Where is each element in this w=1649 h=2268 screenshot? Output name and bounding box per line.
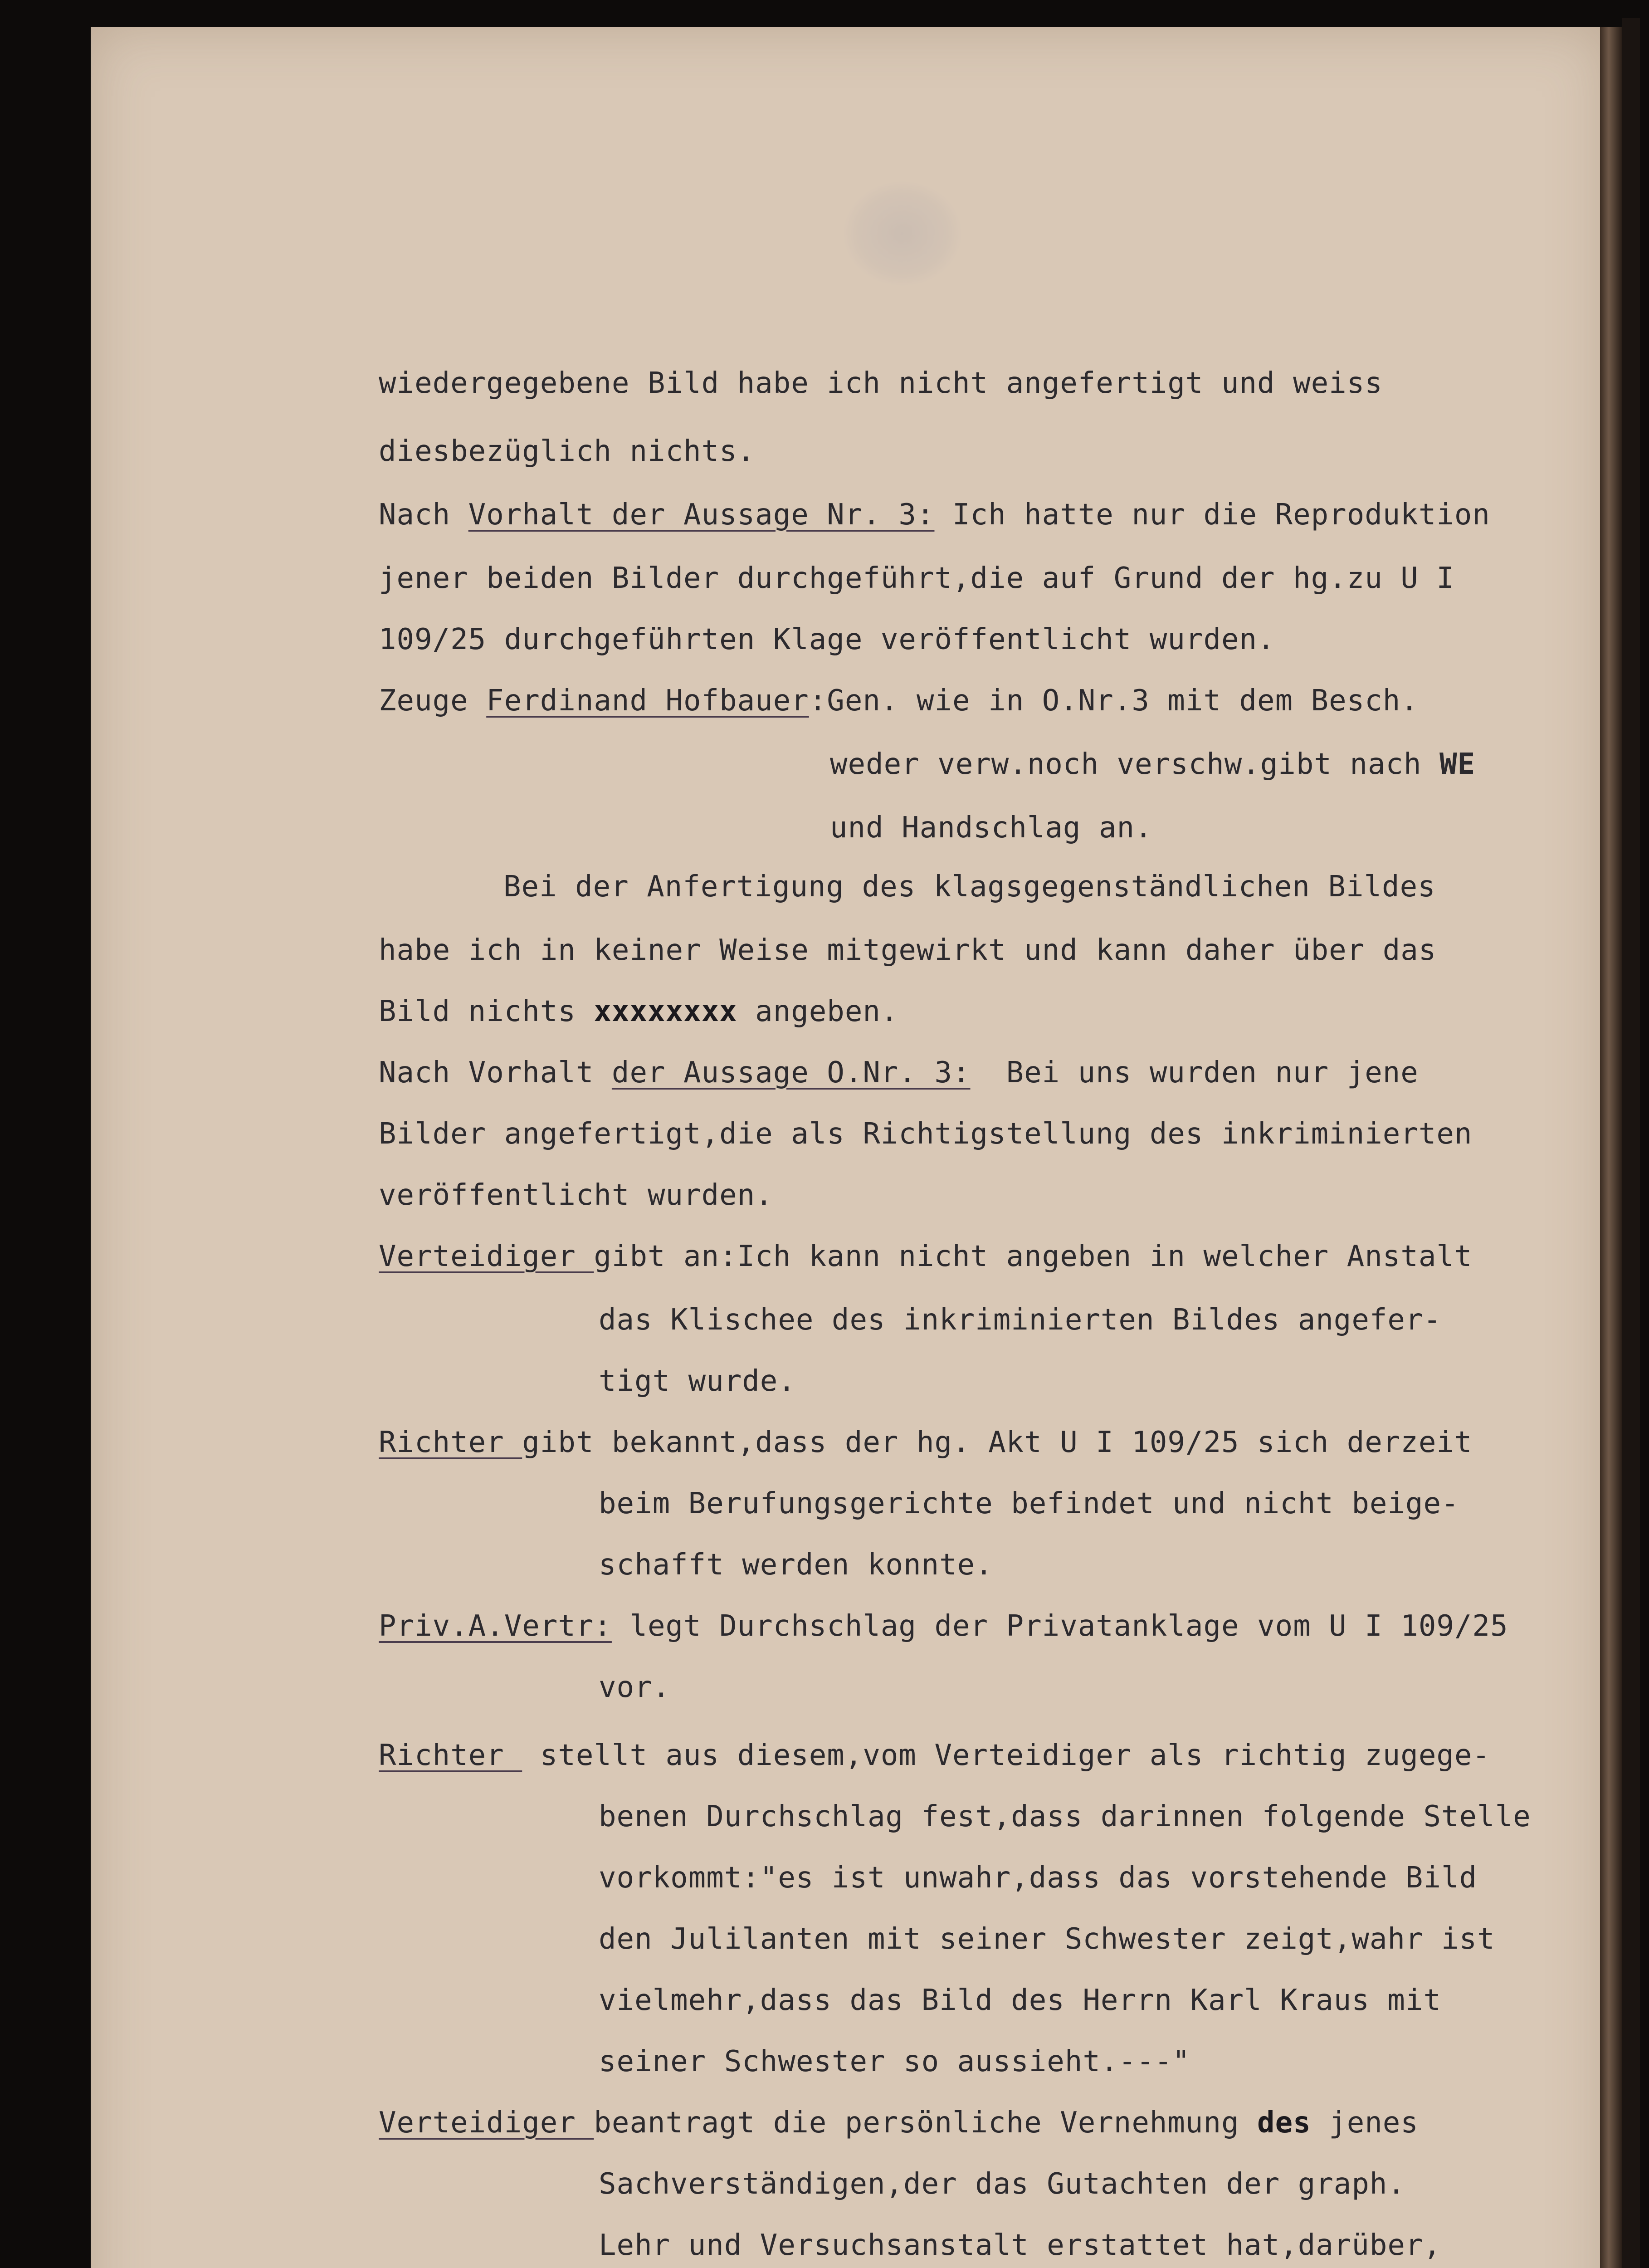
underlined-label: der Aussage O.Nr. 3: bbox=[611, 1056, 971, 1090]
text-span: angeben. bbox=[737, 995, 899, 1028]
text-line-13: Bilder angefertigt,die als Richtigstellung des inkriminierten bbox=[379, 1117, 1473, 1151]
underlined-label: Vorhalt der Aussage Nr. 3: bbox=[468, 498, 935, 532]
page-edge bbox=[1600, 27, 1622, 2268]
text-line-23 bbox=[379, 1737, 1490, 1774]
struck-out-text: xxxxxxxx bbox=[594, 995, 737, 1028]
text-line-8: und Handschlag an. bbox=[830, 811, 1153, 845]
text-line-28: seiner Schwester so aussieht.---" bbox=[599, 2045, 1190, 2078]
text-span: beantragt die persönliche Vernehmung bbox=[594, 2106, 1258, 2140]
speaker-label: Priv.A.Vertr: bbox=[379, 1609, 612, 1643]
speaker-label: Richter bbox=[379, 1739, 522, 1772]
text-line-20: schafft werden konnte. bbox=[599, 1548, 993, 1582]
text-span: :Gen. wie in O.Nr.3 mit dem Besch. bbox=[809, 684, 1419, 718]
text-line-9: Bei der Anfertigung des klagsgegenständlichen Bildes bbox=[503, 870, 1436, 904]
text-line-25: vorkommt:"es ist unwahr,dass das vorstehende Bild bbox=[599, 1861, 1478, 1895]
text-line-17: tigt wurde. bbox=[599, 1364, 796, 1398]
struck-out-text: des bbox=[1257, 2106, 1311, 2140]
text-line-21 bbox=[379, 1608, 1508, 1644]
text-line-30: Sachverständigen,der das Gutachten der graph. bbox=[599, 2167, 1405, 2201]
text-line-4: jener beiden Bilder durchgeführt,die auf Grund der hg.zu U I bbox=[379, 562, 1454, 595]
text-line-11 bbox=[379, 993, 898, 1030]
overtyped-text: WE bbox=[1439, 748, 1476, 781]
text-span: Nach Vorhalt bbox=[379, 1056, 612, 1090]
text-span: stellt aus diesem,vom Verteidiger als richtig zugege- bbox=[522, 1739, 1490, 1772]
text-span: gibt bekannt,dass der hg. Akt U I 109/25 sich derzeit bbox=[522, 1426, 1473, 1459]
text-line-2: diesbezüglich nichts. bbox=[379, 435, 756, 468]
speaker-label: Richter bbox=[379, 1426, 522, 1459]
text-span: Nach bbox=[379, 498, 468, 532]
text-line-12 bbox=[379, 1055, 1419, 1091]
text-line-29 bbox=[379, 2105, 1419, 2141]
text-line-27: vielmehr,dass das Bild des Herrn Karl Kraus mit bbox=[599, 1984, 1441, 2017]
text-line-31: Lehr und Versuchsanstalt erstattet hat,darüber, bbox=[599, 2229, 1441, 2262]
text-span: Bei uns wurden nur jene bbox=[970, 1056, 1419, 1090]
text-span: jenes bbox=[1311, 2106, 1419, 2140]
text-span: legt Durchschlag der Privatanklage vom U I 109/25 bbox=[611, 1609, 1508, 1643]
text-span: gibt an:Ich kann nicht angeben in welcher Anstalt bbox=[594, 1240, 1473, 1273]
text-span: Bild nichts bbox=[379, 995, 594, 1028]
text-line-19: beim Berufungsgerichte befindet und nicht beige- bbox=[599, 1487, 1459, 1520]
text-line-6 bbox=[379, 683, 1419, 719]
text-line-7 bbox=[830, 746, 1475, 782]
faded-stamp bbox=[844, 181, 961, 286]
text-line-10: habe ich in keiner Weise mitgewirkt und kann daher über das bbox=[379, 934, 1437, 967]
text-line-22: vor. bbox=[599, 1671, 671, 1704]
text-line-1: wiedergegebene Bild habe ich nicht angefertigt und weiss bbox=[379, 367, 1383, 400]
text-line-14: veröffentlicht wurden. bbox=[379, 1178, 773, 1212]
text-line-26: den Julilanten mit seiner Schwester zeigt,wahr ist bbox=[599, 1922, 1495, 1956]
text-span: Zeuge bbox=[379, 684, 487, 718]
text-line-18 bbox=[379, 1424, 1472, 1461]
text-span: weder verw.noch verschw.gibt nach bbox=[830, 748, 1440, 781]
text-line-16: das Klischee des inkriminierten Bildes angefer- bbox=[599, 1303, 1441, 1337]
scan-border bbox=[1622, 18, 1640, 2268]
speaker-label: Verteidiger bbox=[379, 1240, 594, 1273]
text-line-5: 109/25 durchgeführten Klage veröffentlicht wurden. bbox=[379, 623, 1275, 656]
speaker-label: Verteidiger bbox=[379, 2106, 594, 2140]
text-line-15 bbox=[379, 1238, 1472, 1275]
text-line-24: benen Durchschlag fest,dass darinnen folgende Stelle bbox=[599, 1800, 1531, 1833]
text-line-3 bbox=[379, 497, 1490, 533]
text-span: Ich hatte nur die Reproduktion bbox=[934, 498, 1490, 532]
witness-name: Ferdinand Hofbauer bbox=[486, 684, 809, 718]
